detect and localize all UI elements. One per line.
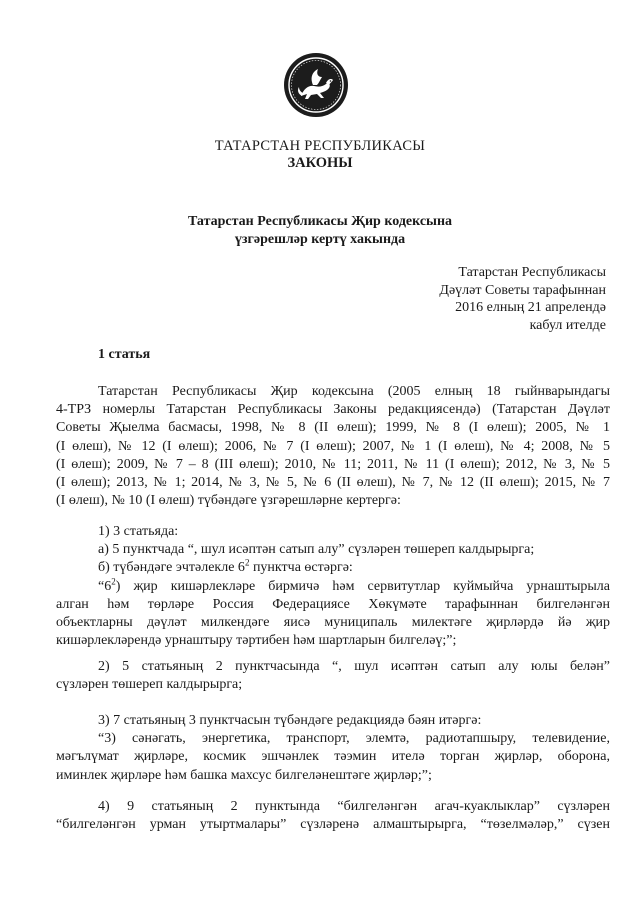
article-heading: 1 статья bbox=[98, 347, 151, 362]
paragraph-line: кишәрлекләрендә урнаштыру тәртибен һәм шартларын билгеләү;”; bbox=[56, 633, 457, 649]
superscript: 2 bbox=[244, 557, 250, 568]
paragraph-line: “$6^2$) җир кишәрлекләре бирмичә һәм сервитутлар куймыйча урнаштырыла bbox=[98, 575, 610, 594]
paragraph-line: алган һәм төрләре Россия Федерациясе Хөкүмәте тарафыннан билгеләнгән bbox=[56, 596, 610, 612]
paragraph-line: Советы Җыелма басмасы, 1998, № 8 (II өлеш); 1999, № 8 (I өлеш); 2005, № 1 bbox=[56, 420, 610, 436]
paragraph-line: 4-ТРЗ номерлы Татарстан Республикасы Законы редакциясендә) (Татарстан Дәүләт bbox=[56, 402, 610, 418]
paragraph-line: 1) 3 статьяда: bbox=[98, 524, 179, 539]
law-subject-line-2: үзгәрешләр кертү хакында bbox=[234, 232, 406, 247]
republic-title: ТАТАРСТАН РЕСПУБЛИКАСЫ bbox=[214, 138, 426, 154]
paragraph-line: б) түбәндәге эчтәлекле $6^2$ пунктча өстәргә: bbox=[98, 557, 353, 576]
paragraph-line: 2) 5 статьяның 2 пунктчасында “, шул исәптән сатып алу юлы белән” bbox=[98, 659, 610, 674]
law-title: ЗАКОНЫ bbox=[287, 155, 353, 171]
paragraph-line: сүзләрен төшереп калдырырга; bbox=[56, 677, 243, 693]
superscript: 2 bbox=[111, 575, 116, 586]
paragraph-line: иминлек җирләре һәм башка махсус билгеләнештәге җирләр;”; bbox=[56, 767, 432, 783]
adoption-line: Татарстан Республикасы bbox=[458, 265, 606, 280]
paragraph-line: (I өлеш); 2013, № 1; 2014, № 3, № 5, № 6 (II өлеш), № 7, № 12 (II өлеш); 2015, № 7 bbox=[56, 475, 610, 491]
paragraph-line: (I өлеш), № 12 (I өлеш); 2006, № 7 (I өлеш); 2007, № 1 (I өлеш), № 4; 2008, № 5 bbox=[56, 438, 610, 454]
adoption-line: кабул ителде bbox=[529, 317, 606, 333]
paragraph-line: объектларны дәүләт милкендәге яисә муниципаль милектәге җирләрдә йә җир bbox=[56, 615, 610, 631]
paragraph-line: “3) сәнәгать, энергетика, транспорт, элемтә, радиотапшыру, телевидение, bbox=[98, 731, 610, 747]
item-3 bbox=[56, 712, 610, 785]
intro-paragraph bbox=[56, 383, 610, 510]
law-subject-line-1: Татарстан Республикасы Җир кодексына bbox=[187, 214, 453, 229]
paragraph-line: а) 5 пунктчада “, шул исәптән сатып алу” сүзләрен төшереп калдырырга; bbox=[98, 542, 535, 558]
paragraph-line: 4) 9 статьяның 2 пунктында “билгеләнгән агач-куаклыклар” сүзләрен bbox=[98, 799, 610, 814]
paragraph-line: (I өлеш); 2009, № 7 – 8 (III өлеш); 2010, № 11; 2011, № 11 (I өлеш); 2012, № 3, № 5 bbox=[56, 456, 610, 472]
item-4 bbox=[56, 798, 610, 834]
paragraph-line: (I өлеш), № 10 (I өлеш) түбәндәге үзгәрешләрне кертергә: bbox=[56, 493, 401, 509]
adoption-line: Дәүләт Советы тарафыннан bbox=[439, 282, 606, 298]
tatarstan-emblem-icon bbox=[283, 52, 349, 118]
paragraph-line: “билгеләнгән урман утыртмалары” сүзләренә алмаштырырга, “төзелмәләр,” сүзен bbox=[56, 817, 610, 833]
paragraph-line: мәгълүмат җирләре, космик эшчәнлек тәэмин ителә торган җирләр, оборона, bbox=[56, 749, 610, 765]
paragraph-line: 3) 7 статьяның 3 пунктчасын түбәндәге редакциядә бәян итәргә: bbox=[98, 713, 482, 728]
adoption-statement bbox=[439, 264, 606, 334]
paragraph-line: Татарстан Республикасы Җир кодексына (2005 елның 18 гыйнварындагы bbox=[98, 384, 610, 399]
adoption-line: 2016 елның 21 апрелендә bbox=[455, 300, 606, 316]
item-1 bbox=[56, 523, 610, 650]
item-2 bbox=[56, 658, 610, 694]
